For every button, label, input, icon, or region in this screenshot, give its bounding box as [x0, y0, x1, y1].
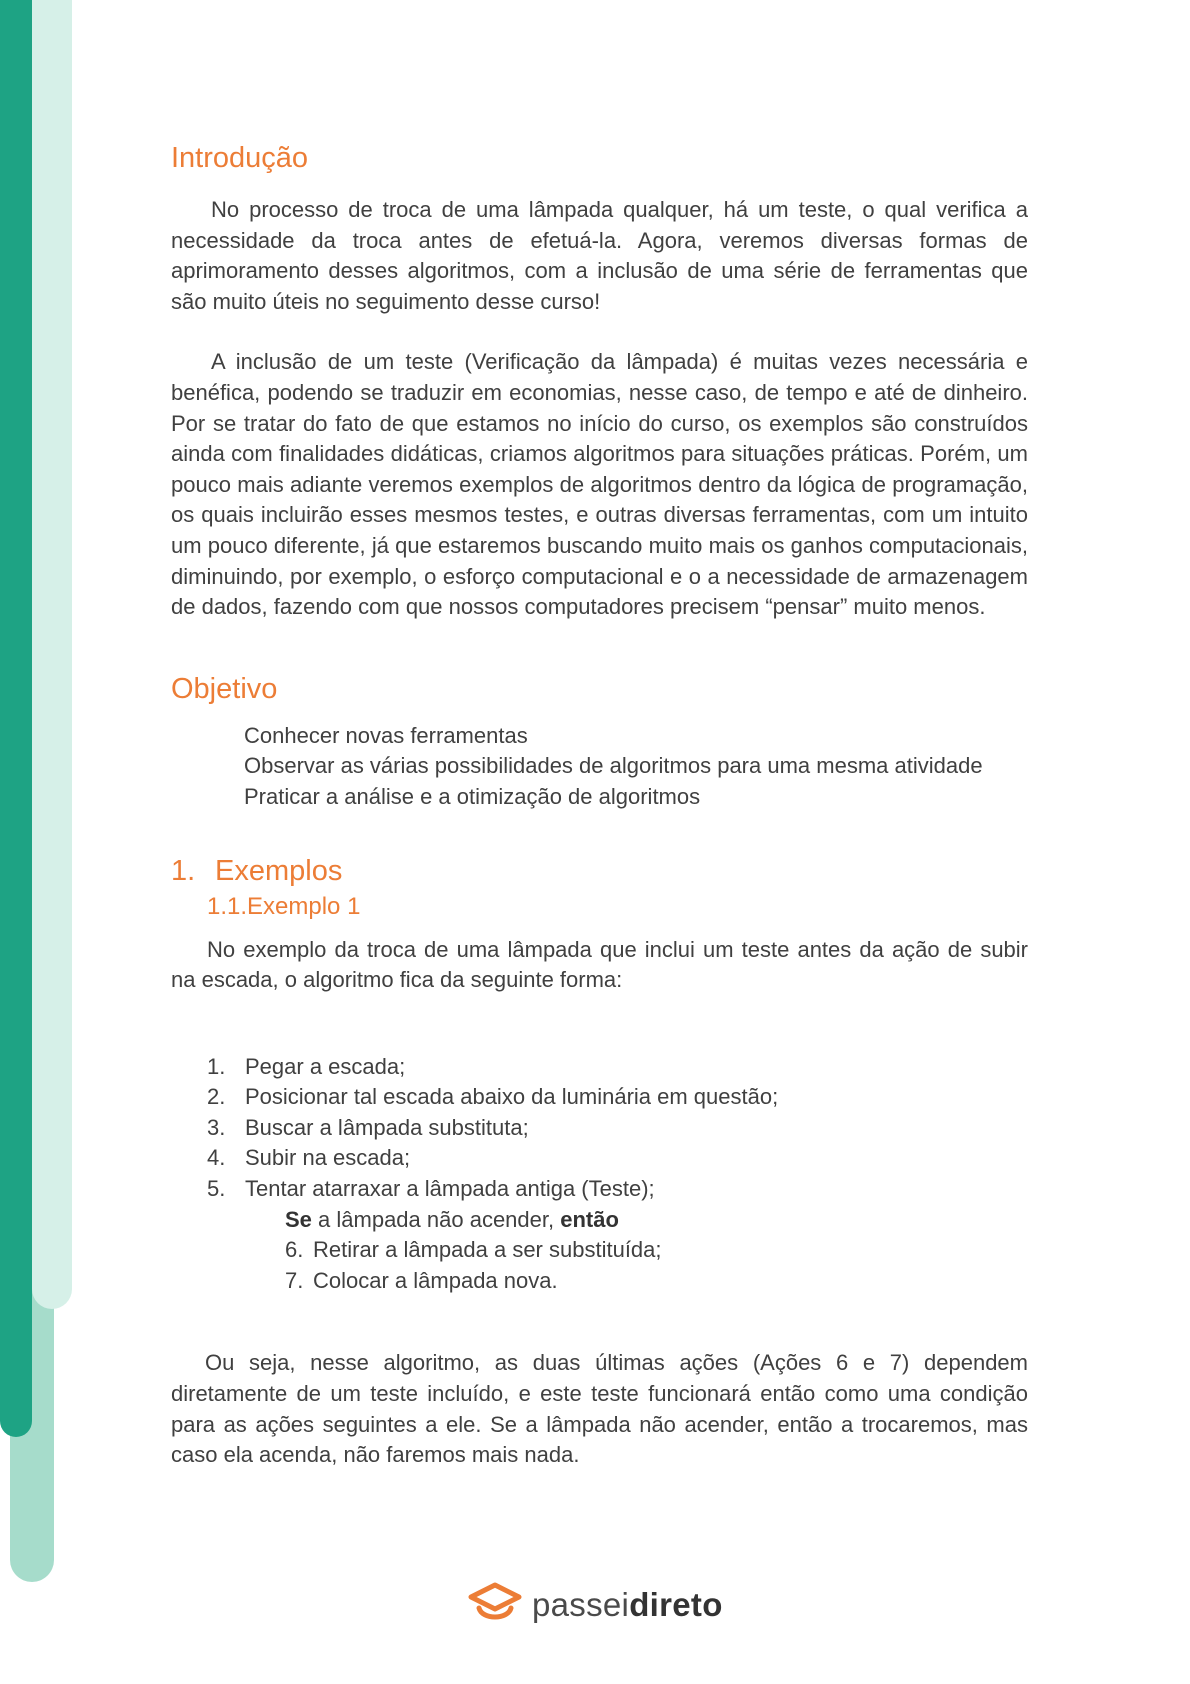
step-text: Buscar a lâmpada substituta;	[245, 1114, 529, 1140]
subsection-heading: 1.1.Exemplo 1	[207, 892, 361, 920]
logo-wordmark-light: passei	[532, 1586, 630, 1623]
step-text: Retirar a lâmpada a ser substituída;	[313, 1237, 662, 1263]
step-number: 6.	[285, 1237, 304, 1263]
section-heading-exemplos	[171, 851, 1028, 891]
decorative-bar-pale	[32, 0, 72, 1309]
objetivo-heading: Objetivo	[171, 672, 278, 705]
logo-wordmark	[532, 1586, 723, 1624]
step-number: 7.	[285, 1267, 304, 1293]
step-number: 5.	[207, 1176, 226, 1202]
document-body	[171, 138, 1028, 1471]
keyword-entao: então	[560, 1206, 619, 1232]
step-item	[171, 1266, 1028, 1297]
step-number: 3.	[207, 1114, 226, 1140]
step-item	[171, 1113, 1028, 1144]
algorithm-steps	[171, 1052, 1028, 1297]
intro-paragraph-2: A inclusão de um teste (Verificação da lâmpada) é muitas vezes necessária e benéfica, podendo se traduzir em economias, nesse caso, de tempo e até de dinheiro. Por se tratar do fato de que estamos no início do curso, os exemplos são construídos ainda com finalidades didáticas, criamos algoritmos para situações práticas. Porém, um pouco mais adiante veremos exemplos de algoritmos dentro da lógica de programação, os quais incluirão esses mesmos testes, e outras diversas ferramentas, com um intuito um pouco diferente, já que estaremos buscando muito mais os ganhos computacionais, diminuindo, por exemplo, o esforço computacional e o a necessidade de armazenagem de dados, fazendo com que nossos computadores precisem “pensar” muito menos.	[171, 349, 1028, 620]
step-item	[171, 1174, 1028, 1205]
intro-paragraph-1: No processo de troca de uma lâmpada qualquer, há um teste, o qual verifica a necessidade da troca antes de efetuá-la. Agora, veremos diversas formas de aprimoramento desses algoritmos, com a inclusão de uma série de ferramentas que são muito úteis no seguimento desse curso!	[171, 197, 1028, 314]
step-text: Pegar a escada;	[245, 1053, 406, 1079]
section-number: 1.	[171, 854, 196, 887]
objetivo-item: Praticar a análise e a otimização de algoritmos	[244, 783, 701, 809]
step-text: Subir na escada;	[245, 1145, 411, 1171]
step-number: 1.	[207, 1053, 226, 1079]
conclusion-paragraph: Ou seja, nesse algoritmo, as duas últimas ações (Ações 6 e 7) dependem diretamente de um teste incluído, e este teste funcionará então como uma condição para as ações seguintes a ele. Se a lâmpada não acender, então a trocaremos, mas caso ela acenda, não faremos mais nada.	[171, 1350, 1028, 1468]
objetivo-item: Conhecer novas ferramentas	[244, 722, 528, 748]
example-intro-paragraph: No exemplo da troca de uma lâmpada que inclui um teste antes da ação de subir na escada, o algoritmo fica da seguinte forma:	[171, 936, 1028, 993]
step-text: Posicionar tal escada abaixo da luminária em questão;	[245, 1084, 779, 1110]
objetivo-list	[171, 721, 1028, 813]
condition-line	[171, 1205, 1028, 1236]
condition-text: a lâmpada não acender,	[311, 1206, 561, 1232]
passeidireto-logo	[468, 1582, 723, 1628]
decorative-bar-dark	[0, 0, 32, 1437]
step-text: Colocar a lâmpada nova.	[313, 1267, 558, 1293]
step-item	[171, 1143, 1028, 1174]
logo-wordmark-bold: direto	[629, 1586, 723, 1623]
graduation-cap-smile-icon	[468, 1582, 522, 1628]
keyword-se: Se	[285, 1206, 312, 1232]
step-item	[171, 1235, 1028, 1266]
step-item	[171, 1052, 1028, 1083]
step-text: Tentar atarraxar a lâmpada antiga (Teste);	[245, 1176, 655, 1202]
intro-heading: Introdução	[171, 142, 309, 174]
section-title: Exemplos	[215, 854, 343, 887]
step-number: 4.	[207, 1145, 226, 1171]
step-item	[171, 1082, 1028, 1113]
objetivo-item: Observar as várias possibilidades de algoritmos para uma mesma atividade	[244, 753, 983, 779]
step-number: 2.	[207, 1084, 226, 1110]
